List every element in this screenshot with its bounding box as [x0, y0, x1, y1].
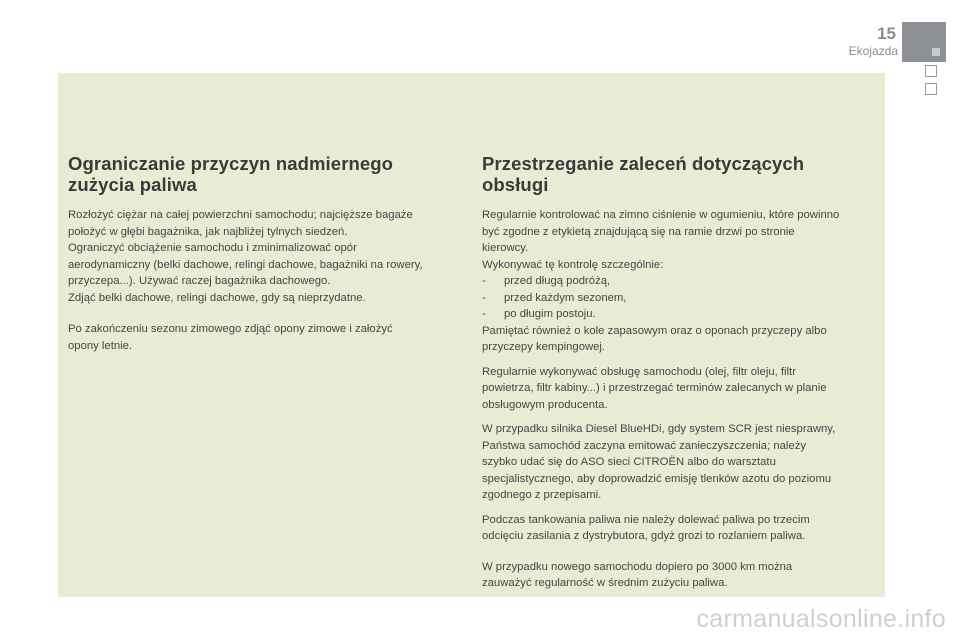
text-line: Wykonywać tę kontrolę szczególnie: — [482, 258, 664, 271]
text-line: Regularnie wykonywać obsługę samochodu (olej, filtr oleju, filtr — [482, 365, 796, 378]
text-line: zauważyć regularność w średnim zużyciu paliwa. — [482, 577, 728, 589]
heading-line: Przestrzeganie zaleceń dotyczących — [482, 153, 805, 174]
list-item-text: przed długą podróżą, — [504, 275, 611, 287]
heading-line: zużycia paliwa — [68, 174, 197, 195]
text-line: W przypadku nowego samochodu dopiero po 3000 km można — [482, 560, 793, 573]
paragraph — [482, 364, 877, 414]
chapter-tab-marker — [932, 48, 940, 56]
text-line: Regularnie kontrolować na zimno ciśnienie w ogumieniu, które powinno — [482, 209, 840, 221]
text-line: Rozłożyć ciężar na całej powierzchni samochodu; najcięższe bagaże — [68, 209, 413, 221]
heading-line: obsługi — [482, 174, 549, 195]
text-line: W przypadku silnika Diesel BlueHDi, gdy system SCR jest niesprawny, — [482, 423, 836, 435]
paragraph — [68, 207, 463, 306]
text-line: odcięciu zasilania z dystrybutora, gdyż grozi to rozlaniem paliwa. — [482, 530, 806, 542]
right-heading — [482, 153, 877, 195]
right-column — [482, 153, 877, 600]
content-panel — [58, 73, 885, 597]
chapter-tab-active[interactable] — [902, 22, 946, 62]
text-line: aerodynamiczny (belki dachowe, relingi dachowe, bagażniki na rowery, — [68, 258, 423, 271]
chapter-tab[interactable] — [925, 65, 937, 77]
left-column — [68, 153, 463, 362]
text-line: być zgodne z etykietą znajdującą się na ramie drzwi po stronie — [482, 225, 795, 238]
section-title: Ekojazda — [848, 44, 898, 58]
text-line: położyć w głębi bagażnika, jak najbliżej tylnych siedzeń. — [68, 225, 348, 238]
list-item — [482, 290, 877, 307]
bullet-dash: - — [482, 308, 486, 320]
paragraph — [68, 321, 463, 354]
chapter-tab[interactable] — [925, 83, 937, 95]
text-line: Państwa samochód zaczyna emitować zanieczyszczenia; należy — [482, 439, 806, 452]
paragraph — [482, 559, 877, 592]
text-line: powietrza, filtr kabiny...) i przestrzegać terminów zalecanych w planie — [482, 382, 827, 394]
text-line: Po zakończeniu sezonu zimowego zdjąć opony zimowe i założyć — [68, 323, 393, 335]
text-line: Ograniczyć obciążenie samochodu i zminimalizować opór — [68, 242, 357, 254]
paragraph — [482, 207, 877, 356]
list-item-text: po długim postoju. — [504, 308, 596, 320]
text-line: Podczas tankowania paliwa nie należy dolewać paliwa po trzecim — [482, 513, 810, 526]
text-line: specjalistycznego, aby doprowadzić emisję tlenków azotu do poziomu — [482, 472, 832, 485]
text-line: kierowcy. — [482, 242, 529, 254]
list-item — [482, 306, 877, 323]
text-line: zgodnego z przepisami. — [482, 489, 602, 501]
list-item — [482, 273, 877, 290]
bullet-dash: - — [482, 275, 486, 287]
bullet-dash: - — [482, 291, 486, 304]
list-item-text: przed każdym sezonem, — [504, 291, 627, 304]
text-line: Zdjąć belki dachowe, relingi dachowe, gdy są nieprzydatne. — [68, 291, 366, 304]
text-line: przyczepa...). Używać raczej bagażnika dachowego. — [68, 275, 331, 287]
page-number: 15 — [877, 24, 896, 43]
left-heading — [68, 153, 463, 195]
paragraph — [482, 512, 877, 545]
text-line: obsługowym producenta. — [482, 398, 608, 411]
heading-line: Ograniczanie przyczyn nadmiernego — [68, 153, 394, 174]
text-line: Pamiętać również o kole zapasowym oraz o oponach przyczepy albo — [482, 324, 827, 337]
watermark: carmanualsonline.info — [696, 605, 946, 633]
text-line: przyczepy kempingowej. — [482, 341, 606, 353]
text-line: opony letnie. — [68, 339, 133, 352]
paragraph — [482, 421, 877, 504]
text-line: szybko udać się do ASO sieci CITROËN albo do warsztatu — [482, 456, 776, 468]
